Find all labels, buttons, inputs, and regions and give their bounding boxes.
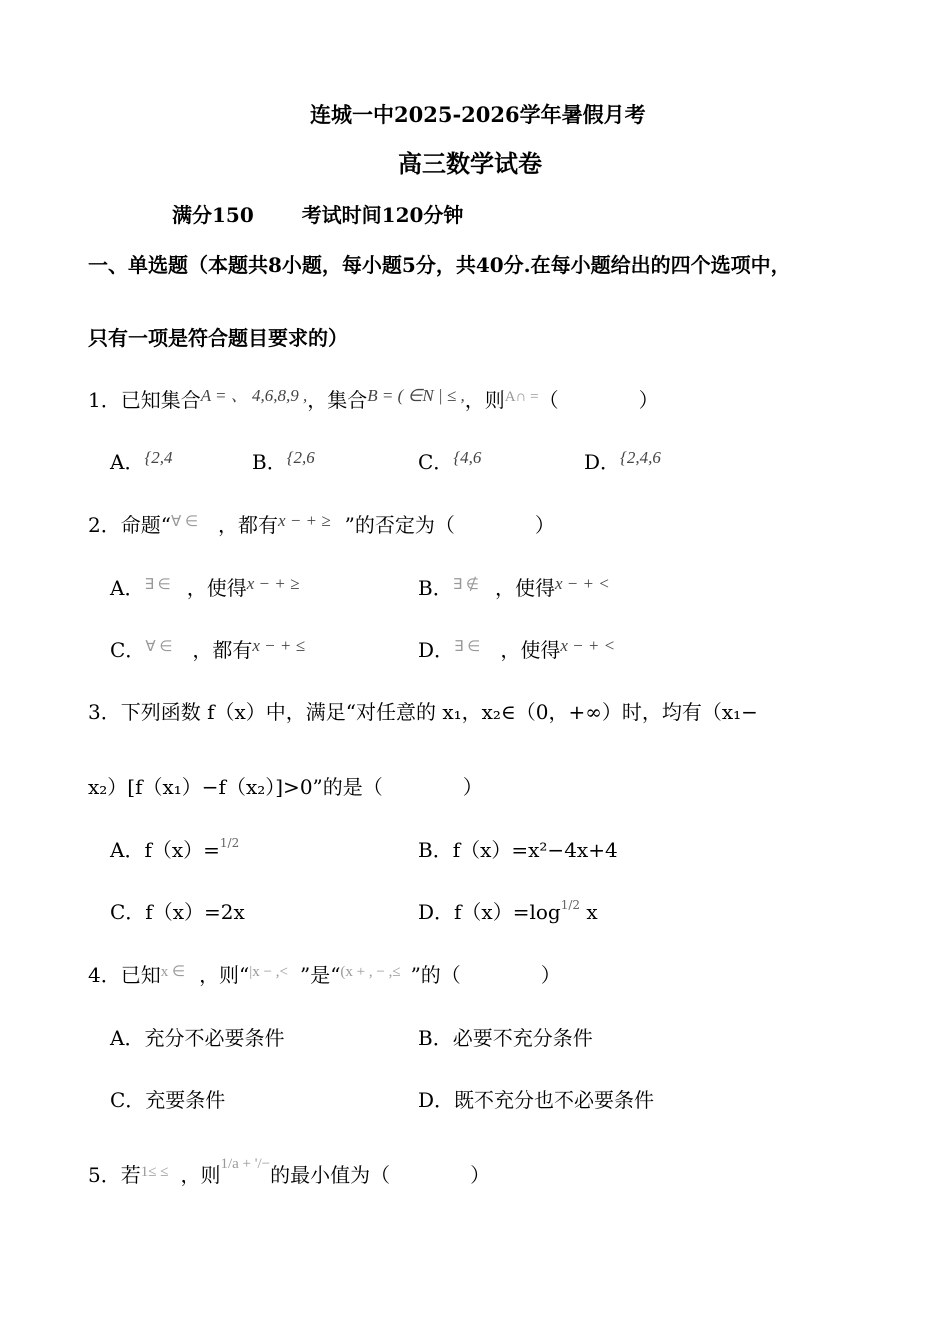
q1-options xyxy=(110,448,910,478)
q3-option-b[interactable]: B．f（x）=x²−4x+4 xyxy=(418,838,618,862)
q5-text: 5．若 xyxy=(88,1163,141,1187)
option-label: C． xyxy=(418,450,454,474)
option-text: ，使得 xyxy=(495,576,555,600)
option-formula: ∃ ∈ xyxy=(144,577,171,593)
q2-text: 2．命题“ xyxy=(88,513,171,537)
q4-text: ”的（ ） xyxy=(410,963,561,987)
q4-formula: x ∈ xyxy=(160,964,186,980)
option-formula: ∀ ∈ xyxy=(145,639,173,655)
q2-text: ，都有 xyxy=(218,513,279,537)
question-4 xyxy=(88,961,561,992)
exam-title: 连城一中2025-2026学年暑假月考 xyxy=(310,102,646,127)
exam-subtitle: 高三数学试卷 xyxy=(398,149,542,178)
q4-option-a[interactable]: A．充分不必要条件 xyxy=(110,1026,285,1050)
q4-text: ”是“ xyxy=(299,963,341,987)
option-label: A． xyxy=(110,576,145,600)
option-formula: x − + < xyxy=(555,574,610,593)
option-text: D．f（x）=log xyxy=(418,900,561,924)
option-label: A． xyxy=(110,450,145,474)
option-base: 1/2 xyxy=(560,898,581,912)
option-label: B． xyxy=(252,450,287,474)
q1-option-b[interactable] xyxy=(252,448,315,478)
q1-option-c[interactable] xyxy=(418,448,481,478)
q3-option-c[interactable]: C．f（x）=2x xyxy=(110,900,245,924)
option-label: B． xyxy=(418,576,453,600)
q4-text: ，则“ xyxy=(199,963,250,987)
q2-formula: x − + ≥ xyxy=(278,511,331,530)
q1-text: ，则 xyxy=(464,388,505,412)
q5-text: 的最小值为（ ） xyxy=(270,1163,491,1187)
q5-text: ，则 xyxy=(180,1163,221,1187)
option-formula: {2,4,6 xyxy=(620,448,661,467)
option-text: A．f（x）= xyxy=(110,838,220,862)
option-formula: ∃ ∈ xyxy=(454,639,481,655)
q1-text: ，集合 xyxy=(307,388,368,412)
q2-option-d[interactable] xyxy=(418,636,615,667)
q2-options-row1 xyxy=(110,574,910,604)
option-formula: x − + ≥ xyxy=(246,574,300,593)
option-label: D． xyxy=(418,638,455,662)
option-text: ，都有 xyxy=(192,638,253,662)
section-heading: 一、单选题（本题共8小题，每小题5分，共40分.在每小题给出的四个选项中， xyxy=(88,253,791,277)
option-text: ，使得 xyxy=(500,638,561,662)
q4-options-row2 xyxy=(110,1086,910,1116)
question-3-cont: x₂）[f（x₁）−f（x₂）]>0”的是（ ） xyxy=(88,775,483,799)
q4-option-d[interactable]: D．既不充分也不必要条件 xyxy=(418,1088,655,1112)
question-3: 3．下列函数 f（x）中，满足“对任意的 x₁，x₂∈（0，+∞）时，均有（x₁− xyxy=(88,700,758,724)
q2-text: ”的否定为（ ） xyxy=(344,513,555,537)
exam-info xyxy=(172,201,463,229)
q4-options-row1 xyxy=(110,1024,910,1054)
q2-option-b[interactable] xyxy=(418,574,610,605)
q2-formula: ∀ ∈ xyxy=(170,514,199,530)
q4-formula: (x + , − ,≤ xyxy=(340,964,401,980)
q1-formula-b: B = ( ∈N | ≤ , xyxy=(367,386,465,405)
question-1 xyxy=(88,386,659,417)
option-formula: x − + < xyxy=(560,636,616,655)
q5-formula: 1≤ ≤ xyxy=(140,1164,169,1180)
q1-text: 1．已知集合 xyxy=(88,388,201,412)
q3-options-row2 xyxy=(110,898,910,928)
q4-option-b[interactable]: B．必要不充分条件 xyxy=(418,1026,593,1050)
q2-option-c[interactable] xyxy=(110,636,305,667)
q4-formula: |x − ,< xyxy=(249,964,288,980)
option-label: C． xyxy=(110,638,146,662)
exam-time: 考试时间120分钟 xyxy=(301,203,464,227)
q1-option-a[interactable] xyxy=(110,448,173,478)
q1-blank: （ ） xyxy=(538,388,659,412)
option-text: x xyxy=(580,900,598,924)
q3-option-d[interactable] xyxy=(418,898,598,929)
full-score: 满分150 xyxy=(172,203,254,227)
q2-options-row2 xyxy=(110,636,910,666)
q1-option-d[interactable] xyxy=(584,448,661,478)
q3-options-row1 xyxy=(110,836,910,866)
q4-text: 4．已知 xyxy=(88,963,161,987)
option-formula: {2,4 xyxy=(144,448,173,467)
option-formula: x − + ≤ xyxy=(252,636,305,655)
option-formula: ∃ ∉ xyxy=(452,577,479,593)
question-2 xyxy=(88,511,555,542)
option-formula: {4,6 xyxy=(453,448,482,467)
option-formula: {2,6 xyxy=(286,448,315,467)
q2-option-a[interactable] xyxy=(110,574,299,605)
option-label: D． xyxy=(584,450,621,474)
q1-formula-c: A∩ = xyxy=(504,389,539,405)
q3-option-a[interactable] xyxy=(110,836,239,867)
option-text: ，使得 xyxy=(186,576,247,600)
option-exponent: 1/2 xyxy=(219,836,240,850)
question-5 xyxy=(88,1156,491,1192)
q5-formula: 1/a + '/− xyxy=(220,1156,271,1172)
q4-option-c[interactable]: C．充要条件 xyxy=(110,1088,226,1112)
section-heading-cont: 只有一项是符合题目要求的） xyxy=(88,326,348,350)
q1-formula-a: A = 、 4,6,8,9 , xyxy=(200,386,308,405)
